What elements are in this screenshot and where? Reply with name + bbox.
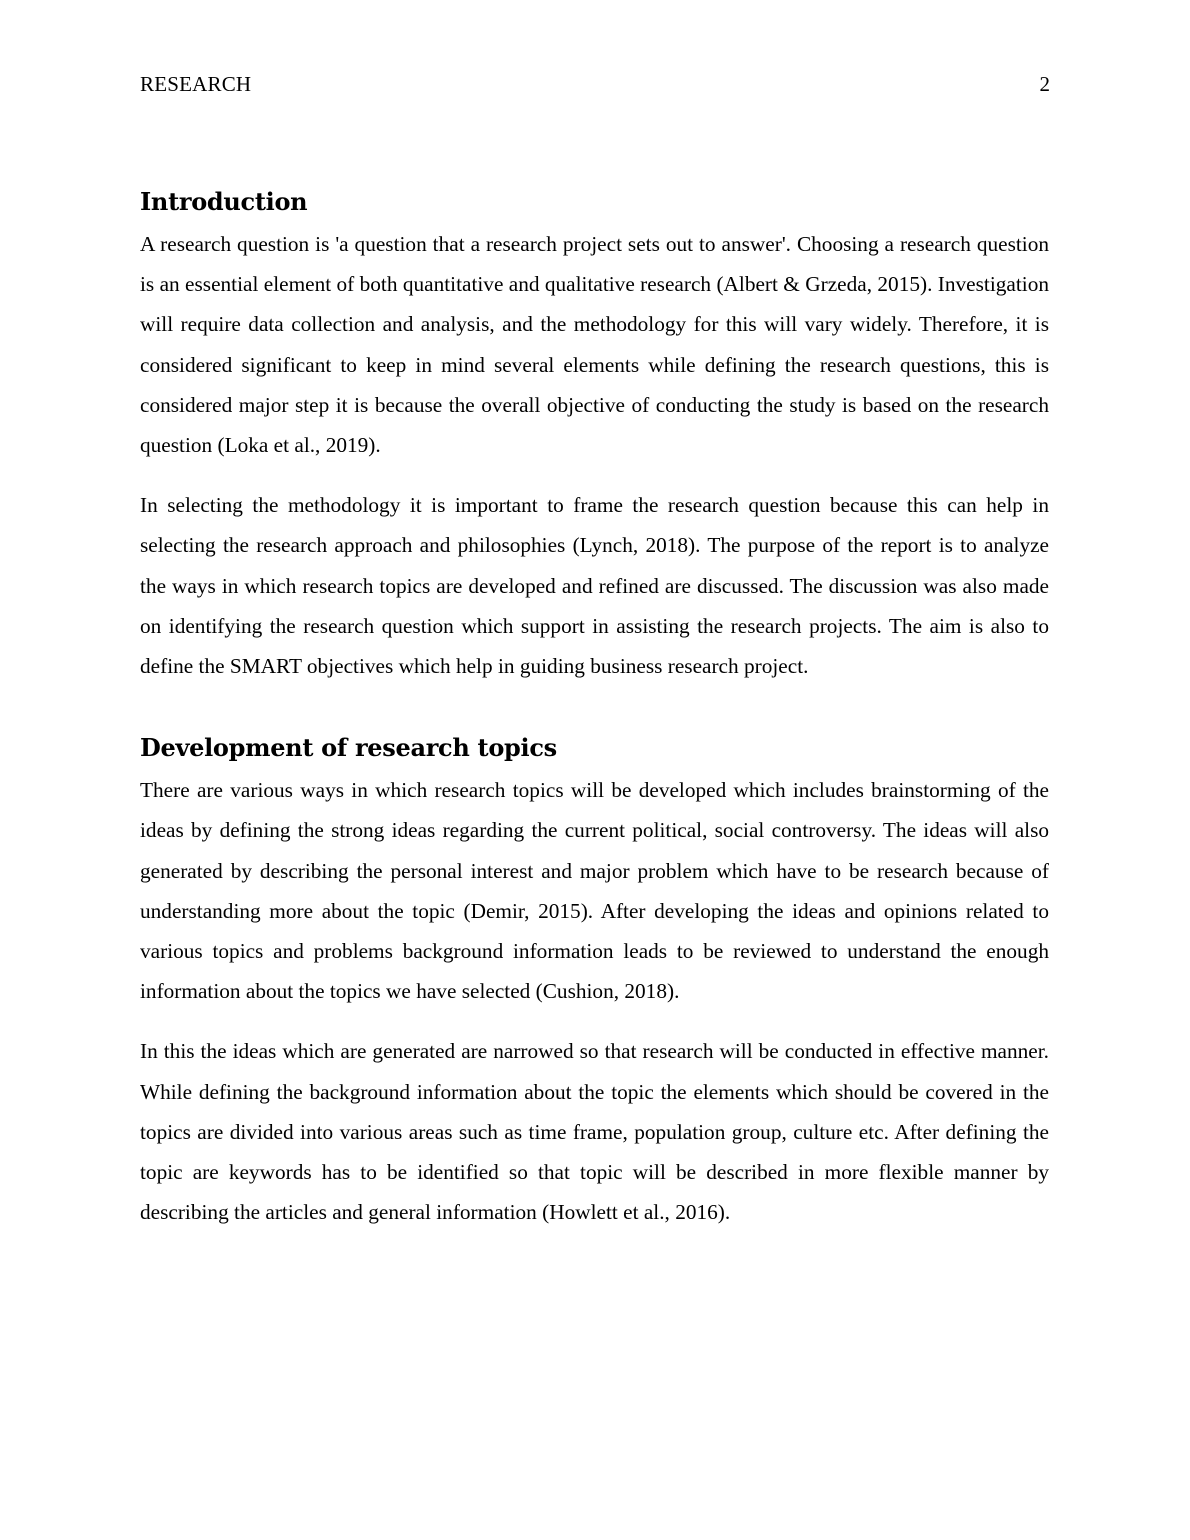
paragraph: There are various ways in which research topics will be developed which includes brainstorming of the ideas by defining the strong ideas regarding the current political, social controversy. The ideas will also generated by describing the personal interest and major problem which have to be research because of understanding more about the topic (Demir, 2015). After developing the ideas and opinions related to various topics and problems background information leads to be reviewed to understand the enough information about the topics we have selected (Cushion, 2018). (140, 778, 1049, 1004)
paragraph: In selecting the methodology it is important to frame the research question because this can help in selecting the research approach and philosophies (Lynch, 2018). The purpose of the report is to analyze the ways in which research topics are developed and refined are discussed. The discussion was also made on identifying the research question which support in assisting the research projects. The aim is also to define the SMART objectives which help in guiding business research project. (140, 493, 1049, 679)
document-body (140, 184, 1049, 1252)
running-head: RESEARCH (140, 72, 252, 96)
paragraph: A research question is 'a question that a research project sets out to answer'. Choosing a research question is an essential element of both quantitative and qualitative research (Albert & Grzeda, 2015). Investigation will require data collection and analysis, and the methodology for this will vary widely. Therefore, it is considered significant to keep in mind several elements while defining the research questions, this is considered major step it is because the overall objective of conducting the study is based on the research question (Loka et al., 2019). (140, 232, 1049, 458)
section-development-of-research-topics (140, 730, 1049, 1232)
section-heading: Development of research topics (140, 733, 557, 763)
paragraph: In this the ideas which are generated are narrowed so that research will be conducted in effective manner. While defining the background information about the topic the elements which should be covered in the topics are divided into various areas such as time frame, population group, culture etc. After defining the topic are keywords has to be identified so that topic will be described in more flexible manner by describing the articles and general information (Howlett et al., 2016). (140, 1039, 1049, 1225)
section-introduction (140, 184, 1049, 686)
section-heading: Introduction (140, 187, 308, 216)
page-number: 2 (1039, 72, 1050, 96)
